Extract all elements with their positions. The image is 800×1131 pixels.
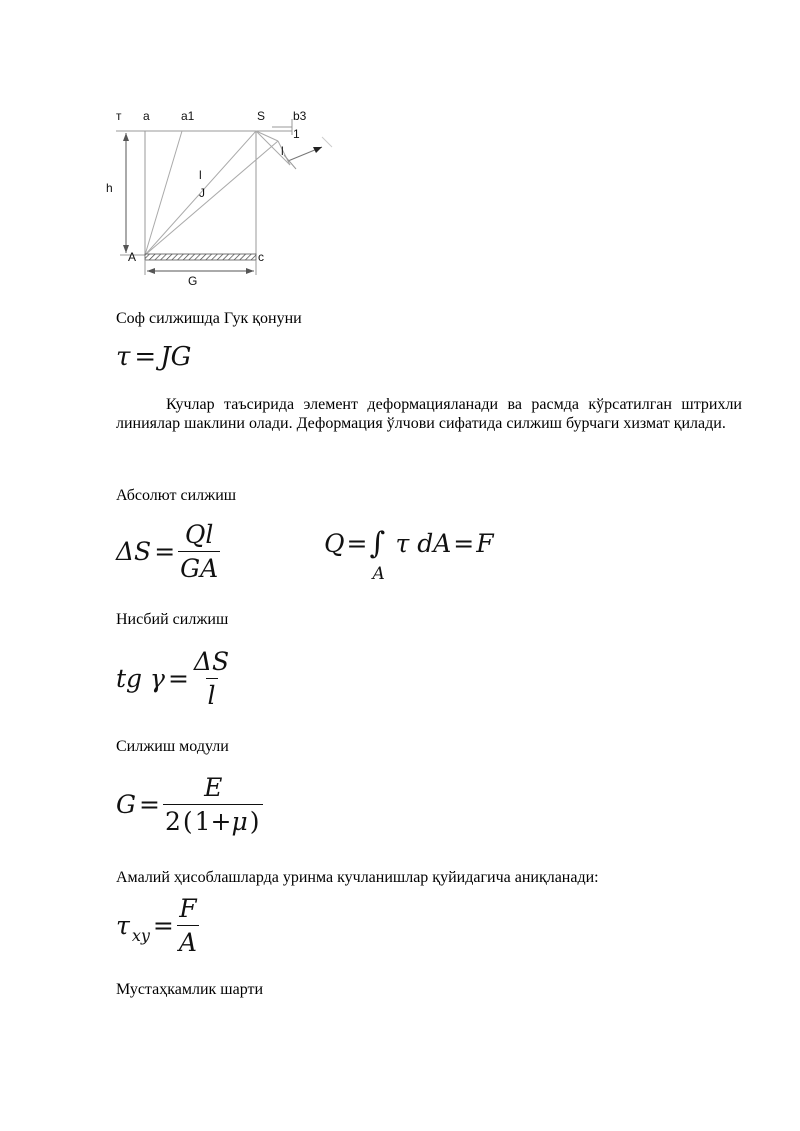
diagram-label-g: G	[188, 274, 198, 288]
formula-hooke-lhs: τ	[116, 342, 131, 372]
paragraph-deformation: Кучлар таъсирида элемент деформацияланади ва расмда кўрсатилган штрихли линиялар шаклини олади. Деформация ўлчови сифатида силжиш бурчаги хизмат қилади.	[116, 396, 742, 432]
formula-mod-denominator	[163, 804, 264, 836]
formula-q-integral-sign: ∫	[369, 526, 386, 561]
formula-abs-lhs: ΔS	[116, 537, 152, 566]
formula-absolute-shift	[116, 520, 220, 583]
formula-mod-numerator: E	[204, 773, 223, 802]
formula-tauxy-lhs: τ	[116, 911, 130, 940]
formula-mod-den-rpar: )	[249, 807, 260, 836]
heading-shear-modulus: Силжиш модули	[116, 738, 229, 755]
formula-rel-eq: =	[167, 664, 189, 693]
diagram-label-s: S	[257, 109, 266, 123]
formula-q-lhs: Q	[324, 529, 345, 558]
formula-abs-numerator: Ql	[184, 520, 214, 549]
diagram-label-one: 1	[293, 127, 300, 141]
diagram-label-l-mid: l	[199, 168, 202, 182]
formula-q-integral-sub: A	[372, 564, 385, 584]
formula-rel-lhs: tg γ	[116, 664, 165, 693]
formula-relative-shift	[116, 647, 231, 710]
formula-tauxy-numerator: F	[179, 894, 197, 923]
heading-relative-shift: Нисбий силжиш	[116, 611, 229, 628]
formula-rel-fraction	[192, 647, 231, 710]
formula-rel-numerator: ΔS	[193, 647, 230, 676]
formula-abs-fraction	[178, 520, 220, 583]
formula-hooke-rhs: JG	[160, 342, 192, 372]
heading-absolute-shift: Абсолют силжиш	[116, 487, 237, 504]
formula-shear-modulus	[116, 773, 263, 836]
diagram-label-a: a	[143, 109, 150, 123]
formula-abs-eq: =	[154, 537, 176, 566]
diagram-label-h: h	[106, 181, 113, 195]
formula-mod-den-mu: μ	[231, 807, 248, 836]
formula-q-integral-sign-wrap	[369, 526, 391, 584]
formula-hooke-eq: =	[134, 342, 157, 372]
formula-rel-denominator: l	[206, 678, 218, 710]
formula-tauxy-eq: =	[152, 911, 174, 940]
diagram-label-point-c: c	[258, 250, 264, 264]
diagram-label-j: J	[199, 186, 205, 200]
heading-strength-condition: Мустаҳкамлик шарти	[116, 981, 264, 998]
formula-q-body: τ dA	[395, 529, 452, 558]
formula-abs-denominator: GA	[178, 551, 220, 583]
diagram-label-l-right: l	[281, 144, 284, 158]
formula-mod-den-lpar: (	[182, 807, 193, 836]
diagram-label-tau: т	[116, 109, 122, 123]
diagram-label-point-a: A	[128, 250, 137, 264]
formula-q-eq: =	[346, 529, 368, 558]
diagram-label-b3: b3	[293, 109, 307, 123]
formula-mod-den-coef: 2	[164, 807, 181, 836]
heading-hooke-law: Соф силжишда Гук қонуни	[116, 310, 302, 327]
formula-mod-den-one: 1	[194, 807, 211, 836]
shear-diagram	[100, 105, 340, 295]
formula-tau-xy	[116, 894, 199, 957]
formula-q-integral	[324, 526, 494, 584]
formula-mod-fraction	[163, 773, 264, 836]
formula-mod-eq: =	[138, 790, 160, 819]
formula-tauxy-sub: xy	[131, 926, 150, 945]
formula-tauxy-fraction	[177, 894, 199, 957]
formula-q-eq2: =	[453, 529, 475, 558]
formula-mod-lhs: G	[116, 790, 136, 819]
formula-hooke	[116, 342, 191, 372]
shear-diagram-drawing	[100, 105, 340, 295]
paragraph-practical: Амалий ҳисоблашларда уринма кучланишлар қуйидагича аниқланади:	[116, 869, 599, 886]
formula-tauxy-denominator: A	[177, 925, 199, 957]
formula-q-rhs: F	[476, 529, 494, 558]
formula-mod-den-plus: +	[210, 807, 232, 836]
diagram-label-a1: a1	[181, 109, 195, 123]
